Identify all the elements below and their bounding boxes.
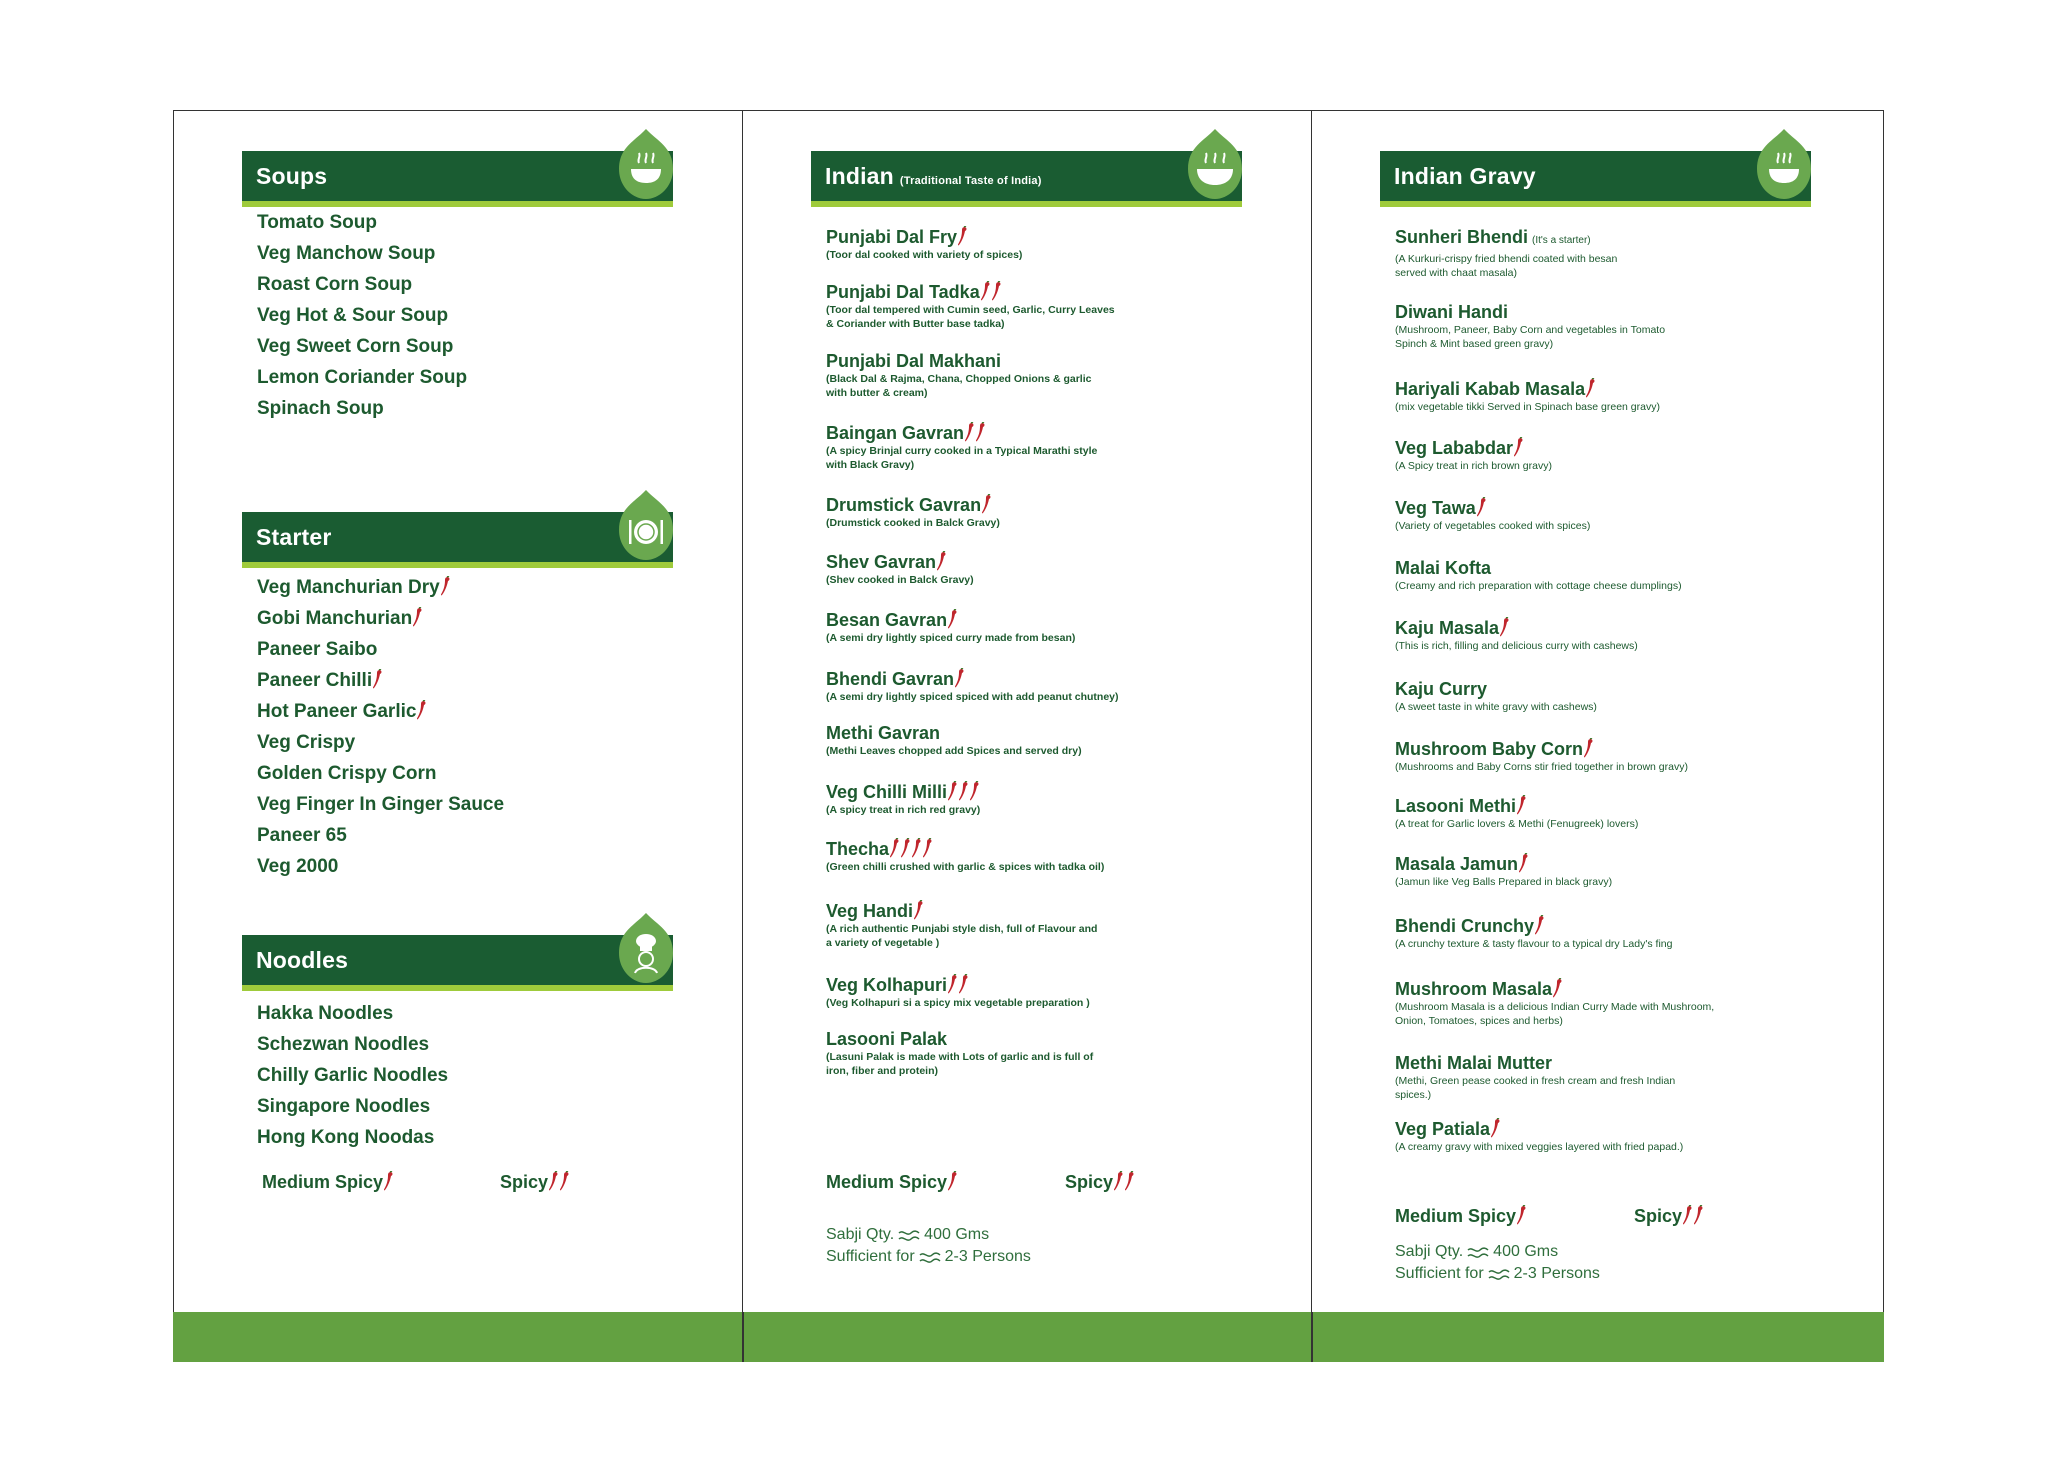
menu-item xyxy=(257,269,467,300)
dish-name xyxy=(1395,915,1672,937)
dish-note: (It's a starter) xyxy=(1532,235,1591,246)
menu-item-name: Veg 2000 xyxy=(257,856,339,877)
chili-icon xyxy=(959,781,969,801)
dish-description: (Toor dal cooked with variety of spices) xyxy=(826,249,1023,261)
dish-name-text: Methi Malai Mutter xyxy=(1395,1053,1553,1073)
dish-item xyxy=(826,494,1000,530)
chili-icon xyxy=(1477,497,1487,517)
chili-icon xyxy=(560,1171,570,1191)
starter-header xyxy=(242,512,673,568)
menu-item-name: Paneer Chilli xyxy=(257,670,373,691)
footer-divider xyxy=(742,1312,744,1362)
dish-item xyxy=(1395,853,1612,889)
dish-name-text: Masala Jamun xyxy=(1395,854,1519,874)
menu-item xyxy=(257,393,467,424)
starter-title: Starter xyxy=(256,524,332,550)
dish-name-text: Lasooni Methi xyxy=(1395,796,1516,816)
menu-item xyxy=(257,665,504,696)
dish-item xyxy=(1395,301,1665,351)
dish-item xyxy=(826,900,1097,950)
chili-icon xyxy=(1694,1205,1704,1225)
dish-name xyxy=(1395,497,1590,519)
dish-description: (Mushroom, Paneer, Baby Corn and vegetables in Tomato Spinch & Mint based green gravy) xyxy=(1395,324,1666,350)
indian-title-text: Indian xyxy=(825,163,894,189)
dish-name xyxy=(826,281,1115,303)
dish-item xyxy=(1395,557,1682,593)
menu-item-name: Veg Sweet Corn Soup xyxy=(257,336,454,357)
dish-item xyxy=(1395,1118,1683,1154)
chili-icon xyxy=(948,974,958,994)
dish-name xyxy=(826,609,1075,631)
chili-icon xyxy=(992,281,1002,301)
approx-icon xyxy=(1467,1246,1489,1258)
dish-item xyxy=(1395,437,1552,473)
noodles-list xyxy=(257,998,448,1153)
chili-icon xyxy=(1535,915,1545,935)
dish-name xyxy=(1395,678,1597,700)
dish-item xyxy=(1395,795,1638,831)
chili-icon xyxy=(384,1171,394,1191)
dish-description: (Drumstick cooked in Balck Gravy) xyxy=(826,517,1000,529)
dish-name xyxy=(1395,437,1552,459)
dish-item xyxy=(826,350,1091,400)
dish-name xyxy=(826,668,1119,690)
dish-name xyxy=(826,422,1097,444)
dish-name-text: Malai Kofta xyxy=(1395,558,1492,578)
dish-item xyxy=(1395,978,1714,1028)
chili-icon xyxy=(1683,1205,1693,1225)
soups-list xyxy=(257,207,467,424)
dish-name xyxy=(1395,617,1638,639)
dish-description: (A Spicy treat in rich brown gravy) xyxy=(1395,460,1552,472)
legend-medium-spicy xyxy=(826,1171,958,1193)
legend-medium-spicy xyxy=(262,1171,394,1193)
menu-item xyxy=(257,603,504,634)
qty-label: Sabji Qty. xyxy=(826,1226,895,1243)
dish-item xyxy=(826,226,1022,262)
dish-description: (Creamy and rich preparation with cottage cheese dumplings) xyxy=(1395,580,1682,592)
dish-name xyxy=(1395,378,1660,400)
dish-name-text: Kaju Curry xyxy=(1395,679,1488,699)
serves-value: 2-3 Persons xyxy=(944,1248,1031,1265)
soup-bowl-icon xyxy=(615,125,677,203)
chili-icon xyxy=(1125,1171,1135,1191)
dish-name xyxy=(826,722,1082,744)
approx-icon xyxy=(898,1229,920,1241)
dish-name xyxy=(826,1028,1093,1050)
menu-item xyxy=(257,789,504,820)
dish-item xyxy=(826,551,974,587)
dish-name xyxy=(1395,795,1638,817)
dish-description: (This is rich, filling and delicious curry with cashews) xyxy=(1395,640,1638,652)
dish-name xyxy=(826,781,980,803)
legend-medium-spicy xyxy=(1395,1205,1527,1227)
dish-name xyxy=(1395,1052,1675,1074)
menu-item-name: Chilly Garlic Noodles xyxy=(257,1065,449,1086)
legend-medium-label: Medium Spicy xyxy=(262,1172,384,1192)
chili-icon xyxy=(982,494,992,514)
dish-item xyxy=(826,838,1104,874)
approx-icon xyxy=(919,1251,941,1263)
dish-item xyxy=(826,668,1119,704)
dish-name xyxy=(1395,978,1714,1000)
chili-icon xyxy=(417,700,427,720)
chili-icon xyxy=(1517,795,1527,815)
legend-spicy-label: Spicy xyxy=(500,1172,549,1192)
dish-item xyxy=(826,281,1115,331)
chili-icon xyxy=(914,900,924,920)
dish-item xyxy=(826,609,1075,645)
menu-item-name: Paneer 65 xyxy=(257,825,347,846)
dish-item xyxy=(1395,738,1688,774)
dish-name-text: Veg Patiala xyxy=(1395,1119,1491,1139)
chili-icon xyxy=(958,226,968,246)
menu-item xyxy=(257,727,504,758)
chili-icon xyxy=(1586,378,1596,398)
legend-medium-label: Medium Spicy xyxy=(1395,1206,1517,1226)
dish-name-text: Veg Lababdar xyxy=(1395,438,1514,458)
dish-name-text: Sunheri Bhendi xyxy=(1395,227,1529,247)
gravy-title: Indian Gravy xyxy=(1394,163,1536,189)
dish-item xyxy=(1395,915,1672,951)
dal-bowl-icon xyxy=(1184,125,1246,203)
menu-item xyxy=(257,1091,448,1122)
dish-name-text: Thecha xyxy=(826,839,890,859)
menu-item xyxy=(257,820,504,851)
legend-spicy xyxy=(1065,1171,1135,1193)
indian-subtitle: (Traditional Taste of India) xyxy=(899,175,1042,187)
chili-icon xyxy=(1519,853,1529,873)
dish-name xyxy=(826,551,974,573)
noodles-header xyxy=(242,935,673,991)
dish-name-text: Punjabi Dal Fry xyxy=(826,227,958,247)
dish-name xyxy=(826,974,1090,996)
curry-bowl-icon xyxy=(1753,125,1815,203)
qty-value: 400 Gms xyxy=(924,1226,990,1243)
menu-item xyxy=(257,238,467,269)
soups-header xyxy=(242,151,673,207)
menu-item-name: Veg Crispy xyxy=(257,732,356,753)
chili-icon xyxy=(965,422,975,442)
dish-name-text: Shev Gavran xyxy=(826,552,937,572)
chef-icon xyxy=(615,909,677,987)
chili-icon xyxy=(901,838,911,858)
quantity-note xyxy=(1395,1241,1600,1285)
chili-icon xyxy=(976,422,986,442)
menu-item-name: Schezwan Noodles xyxy=(257,1034,430,1055)
dish-description: (Black Dal & Rajma, Chana, Chopped Onions & garlic with butter & cream) xyxy=(826,373,1092,399)
dish-name-text: Kaju Masala xyxy=(1395,618,1500,638)
menu-panel-right xyxy=(1311,110,1884,1362)
qty-label: Sabji Qty. xyxy=(1395,1243,1464,1260)
dish-description: (Methi, Green pease cooked in fresh cream and fresh Indian spices.) xyxy=(1395,1075,1676,1101)
qty-value: 400 Gms xyxy=(1493,1243,1559,1260)
serves-label: Sufficient for xyxy=(1395,1265,1484,1282)
footer-divider xyxy=(1311,1312,1313,1362)
dish-description: (Lasuni Palak is made with Lots of garlic and is full of iron, fiber and protein) xyxy=(826,1051,1094,1077)
chili-icon xyxy=(1514,437,1524,457)
dish-description: (A creamy gravy with mixed veggies layered with fried papad.) xyxy=(1395,1141,1684,1153)
menu-item xyxy=(257,572,504,603)
menu-item-name: Veg Hot & Sour Soup xyxy=(257,305,449,326)
noodles-title: Noodles xyxy=(256,947,349,973)
menu-item-name: Hong Kong Noodas xyxy=(257,1127,435,1148)
menu-item-name: Tomato Soup xyxy=(257,212,377,233)
menu-item-name: Hot Paneer Garlic xyxy=(257,701,417,722)
soups-title: Soups xyxy=(256,163,328,189)
menu-item-name: Veg Finger In Ginger Sauce xyxy=(257,794,505,815)
dish-name xyxy=(826,494,1000,516)
chili-icon xyxy=(1517,1205,1527,1225)
dish-name xyxy=(826,838,1104,860)
chili-icon xyxy=(1500,617,1510,637)
dish-name-text: Mushroom Baby Corn xyxy=(1395,739,1584,759)
dish-name-text: Methi Gavran xyxy=(826,723,941,743)
dish-description: (Shev cooked in Balck Gravy) xyxy=(826,574,974,586)
menu-item xyxy=(257,1122,448,1153)
dish-item xyxy=(826,781,980,817)
approx-icon xyxy=(1488,1268,1510,1280)
dish-item xyxy=(1395,1052,1675,1102)
indian-header xyxy=(811,151,1242,207)
dish-description: (A semi dry lightly spiced spiced with add peanut chutney) xyxy=(826,691,1119,703)
menu-item xyxy=(257,998,448,1029)
dish-name xyxy=(826,350,1091,372)
dish-item xyxy=(1395,678,1597,714)
dish-description: (A spicy Brinjal curry cooked in a Typical Marathi style with Black Gravy) xyxy=(826,445,1098,471)
chili-icon xyxy=(1584,738,1594,758)
chili-icon xyxy=(912,838,922,858)
dish-item xyxy=(826,722,1082,758)
dish-name-text: Hariyali Kabab Masala xyxy=(1395,379,1586,399)
menu-item xyxy=(257,758,504,789)
dish-name-text: Punjabi Dal Makhani xyxy=(826,351,1002,371)
dish-description: (Methi Leaves chopped add Spices and served dry) xyxy=(826,745,1082,757)
menu-item xyxy=(257,696,504,727)
dish-name-text: Veg Kolhapuri xyxy=(826,975,948,995)
menu-item xyxy=(257,1029,448,1060)
dish-item xyxy=(1395,617,1638,653)
dish-description: (mix vegetable tikki Served in Spinach base green gravy) xyxy=(1395,401,1660,413)
dish-description: (Toor dal tempered with Cumin seed, Garlic, Curry Leaves & Coriander with Butter base tadka) xyxy=(826,304,1115,330)
dish-name xyxy=(1395,1118,1683,1140)
legend-spicy-label: Spicy xyxy=(1634,1206,1683,1226)
dish-description: (A semi dry lightly spiced curry made from besan) xyxy=(826,632,1076,644)
dish-item xyxy=(1395,226,1617,280)
dish-name-text: Bhendi Crunchy xyxy=(1395,916,1535,936)
menu-item-name: Singapore Noodles xyxy=(257,1096,431,1117)
menu-item-name: Roast Corn Soup xyxy=(257,274,413,295)
dish-name xyxy=(1395,853,1612,875)
dish-description: (Variety of vegetables cooked with spices) xyxy=(1395,520,1591,532)
dish-description: (A Kurkuri-crispy fried bhendi coated with besan served with chaat masala) xyxy=(1395,253,1618,279)
dish-name-text: Lasooni Palak xyxy=(826,1029,948,1049)
dish-description: (Green chilli crushed with garlic & spices with tadka oil) xyxy=(826,861,1105,873)
dish-item xyxy=(826,1028,1093,1078)
dish-name xyxy=(1395,226,1617,252)
serves-label: Sufficient for xyxy=(826,1248,915,1265)
dish-description: (Mushroom Masala is a delicious Indian Curry Made with Mushroom, Onion, Tomatoes, spices and herbs) xyxy=(1395,1001,1715,1027)
dish-description: (Jamun like Veg Balls Prepared in black gravy) xyxy=(1395,876,1613,888)
dish-description: (Mushrooms and Baby Corns stir fried together in brown gravy) xyxy=(1395,761,1688,773)
dish-name-text: Bhendi Gavran xyxy=(826,669,955,689)
dish-description: (A rich authentic Punjabi style dish, full of Flavour and a variety of vegetable ) xyxy=(826,923,1098,949)
gravy-header xyxy=(1380,151,1811,207)
serves-value: 2-3 Persons xyxy=(1513,1265,1600,1282)
dish-name-text: Veg Handi xyxy=(826,901,914,921)
chili-icon xyxy=(890,838,900,858)
menu-item xyxy=(257,634,504,665)
dish-description: (Veg Kolhapuri si a spicy mix vegetable preparation ) xyxy=(826,997,1090,1009)
menu-item-name: Gobi Manchurian xyxy=(257,608,413,629)
menu-item-name: Veg Manchurian Dry xyxy=(257,577,440,598)
dish-name-text: Veg Chilli Milli xyxy=(826,782,948,802)
legend-spicy xyxy=(1634,1205,1704,1227)
dish-name-text: Baingan Gavran xyxy=(826,423,965,443)
footer-bar xyxy=(173,1312,1884,1362)
menu-item xyxy=(257,362,467,393)
dish-item xyxy=(826,974,1090,1010)
chili-icon xyxy=(981,281,991,301)
indian-title xyxy=(825,151,1042,206)
chili-icon xyxy=(937,551,947,571)
dish-name-text: Veg Tawa xyxy=(1395,498,1476,518)
menu-item-name: Lemon Coriander Soup xyxy=(257,367,468,388)
chili-icon xyxy=(373,669,383,689)
chili-icon xyxy=(970,781,980,801)
dish-description: (A sweet taste in white gravy with cashews) xyxy=(1395,701,1597,713)
legend-spicy-label: Spicy xyxy=(1065,1172,1114,1192)
chili-icon xyxy=(1114,1171,1124,1191)
dish-description: (A crunchy texture & tasty flavour to a typical dry Lady's fing xyxy=(1395,938,1673,950)
menu-item-name: Paneer Saibo xyxy=(257,639,378,660)
chili-icon xyxy=(959,974,969,994)
dish-description: (A spicy treat in rich red gravy) xyxy=(826,804,981,816)
chili-icon xyxy=(441,576,451,596)
starter-list xyxy=(257,572,504,882)
menu-item-name: Spinach Soup xyxy=(257,398,384,419)
menu-item xyxy=(257,851,504,882)
menu-item xyxy=(257,1060,448,1091)
plate-cutlery-icon xyxy=(615,486,677,564)
dish-name xyxy=(1395,301,1665,323)
quantity-note xyxy=(826,1224,1031,1268)
menu-item-name: Golden Crispy Corn xyxy=(257,763,437,784)
dish-name-text: Punjabi Dal Tadka xyxy=(826,282,980,302)
menu-item xyxy=(257,300,467,331)
dish-item xyxy=(1395,378,1660,414)
dish-name xyxy=(826,900,1097,922)
chili-icon xyxy=(948,781,958,801)
dish-item xyxy=(826,422,1097,472)
legend-medium-label: Medium Spicy xyxy=(826,1172,948,1192)
chili-icon xyxy=(955,668,965,688)
dish-name-text: Drumstick Gavran xyxy=(826,495,982,515)
chili-icon xyxy=(1491,1118,1501,1138)
dish-name xyxy=(826,226,1022,248)
chili-icon xyxy=(923,838,933,858)
menu-item-name: Hakka Noodles xyxy=(257,1003,394,1024)
menu-item xyxy=(257,331,467,362)
legend-spicy xyxy=(500,1171,570,1193)
dish-name-text: Diwani Handi xyxy=(1395,302,1509,322)
chili-icon xyxy=(413,607,423,627)
dish-name-text: Mushroom Masala xyxy=(1395,979,1553,999)
chili-icon xyxy=(948,1171,958,1191)
menu-item xyxy=(257,207,467,238)
dish-name xyxy=(1395,557,1682,579)
dish-description: (A treat for Garlic lovers & Methi (Fenugreek) lovers) xyxy=(1395,818,1639,830)
chili-icon xyxy=(1553,978,1563,998)
chili-icon xyxy=(549,1171,559,1191)
dish-item xyxy=(1395,497,1590,533)
chili-icon xyxy=(948,609,958,629)
dish-name xyxy=(1395,738,1688,760)
dish-name-text: Besan Gavran xyxy=(826,610,948,630)
menu-item-name: Veg Manchow Soup xyxy=(257,243,436,264)
